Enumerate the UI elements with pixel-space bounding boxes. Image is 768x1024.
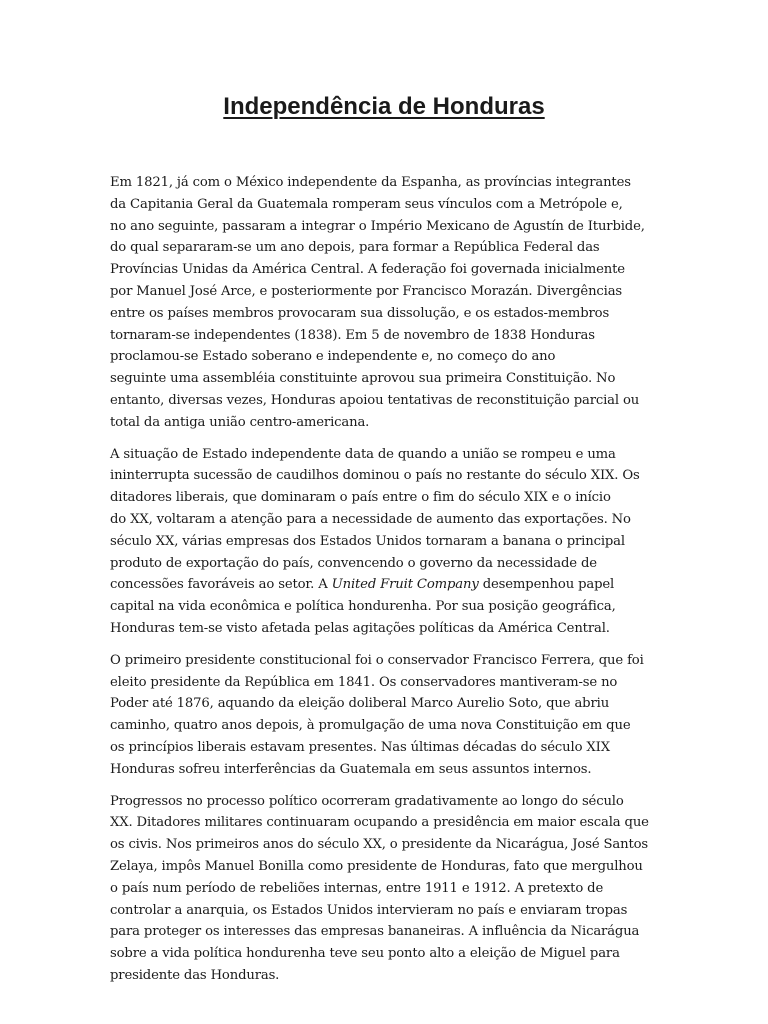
text-line: Zelaya, impôs Manuel Bonilla como presidente de Honduras, fato que mergulhou (110, 858, 643, 874)
text-line-with-italic (110, 574, 658, 596)
text-line: ditadores liberais, que dominaram o país entre o fim do século XIX e o início (110, 490, 611, 506)
text-line: entre os países membros provocaram sua dissolução, e os estados-membros (110, 305, 610, 321)
text-line: presidente das Honduras. (110, 967, 280, 983)
text-line: A situação de Estado independente data de quando a união se rompeu e uma (110, 446, 616, 462)
paragraph-1 (110, 172, 658, 434)
text-line: tornaram-se independentes (1838). Em 5 de novembro de 1838 Honduras (110, 327, 595, 343)
text-line: da Capitania Geral da Guatemala romperam seus vínculos com a Metrópole e, (110, 196, 623, 212)
text-line: Honduras sofreu interferências da Guatemala em seus assuntos internos. (110, 761, 592, 777)
text-line: do qual separaram-se um ano depois, para formar a República Federal das (110, 240, 600, 256)
text-line: ininterrupta sucessão de caudilhos dominou o país no restante do século XIX. Os (110, 468, 640, 484)
paragraph-2 (110, 444, 658, 640)
text-line: seguinte uma assembléia constituinte aprovou sua primeira Constituição. No (110, 371, 616, 387)
text-line: Poder até 1876, aquando da eleição doliberal Marco Aurelio Soto, que abriu (110, 696, 610, 712)
text-line: os princípios liberais estavam presentes. Nas últimas décadas do século XIX (110, 739, 610, 755)
text-line: capital na vida econômica e política hondurenha. Por sua posição geográfica, (110, 599, 616, 615)
text-line: para proteger os interesses das empresas bananeiras. A influência da Nicarágua (110, 924, 640, 940)
text-line: Honduras tem-se visto afetada pelas agitações políticas da América Central. (110, 620, 610, 636)
text-line: produto de exportação do país, convencendo o governo da necessidade de (110, 555, 597, 571)
text-line: controlar a anarquia, os Estados Unidos intervieram no país e enviaram tropas (110, 902, 628, 918)
text-line: O primeiro presidente constitucional foi o conservador Francisco Ferrera, que foi (110, 652, 644, 668)
text-segment: desempenhou papel (478, 577, 615, 593)
paragraph-3 (110, 650, 658, 781)
text-line: total da antiga união centro-americana. (110, 414, 370, 430)
text-line: por Manuel José Arce, e posteriormente por Francisco Morazán. Divergências (110, 283, 623, 299)
text-line: proclamou-se Estado soberano e independente e, no começo do ano (110, 349, 556, 365)
text-line: século XX, várias empresas dos Estados Unidos tornaram a banana o principal (110, 533, 625, 549)
paragraph-4 (110, 791, 658, 987)
text-line: eleito presidente da República em 1841. Os conservadores mantiveram-se no (110, 674, 618, 690)
company-name-italic: United Fruit Company (331, 577, 479, 593)
text-line: o país num período de rebeliões internas, entre 1911 e 1912. A pretexto de (110, 880, 604, 896)
text-line: Províncias Unidas da América Central. A federação foi governada inicialmente (110, 262, 625, 278)
page-title: Independência de Honduras (223, 93, 545, 120)
text-line: os civis. Nos primeiros anos do século XX, o presidente da Nicarágua, José Santos (110, 837, 649, 853)
text-line: Progressos no processo político ocorreram gradativamente ao longo do século (110, 793, 624, 809)
text-line: entanto, diversas vezes, Honduras apoiou tentativas de reconstituição parcial ou (110, 392, 640, 408)
text-line: Em 1821, já com o México independente da Espanha, as províncias integrantes (110, 175, 631, 190)
text-line: caminho, quatro anos depois, à promulgação de uma nova Constituição em que (110, 718, 631, 734)
text-segment: concessões favoráveis ao setor. A (110, 577, 332, 593)
text-line: XX. Ditadores militares continuaram ocupando a presidência em maior escala que (110, 815, 649, 831)
text-line: sobre a vida política hondurenha teve seu ponto alto a eleição de Miguel para (110, 946, 620, 962)
text-line: no ano seguinte, passaram a integrar o Império Mexicano de Agustín de Iturbide, (110, 218, 645, 234)
text-line: do XX, voltaram a atenção para a necessidade de aumento das exportações. No (110, 511, 631, 527)
